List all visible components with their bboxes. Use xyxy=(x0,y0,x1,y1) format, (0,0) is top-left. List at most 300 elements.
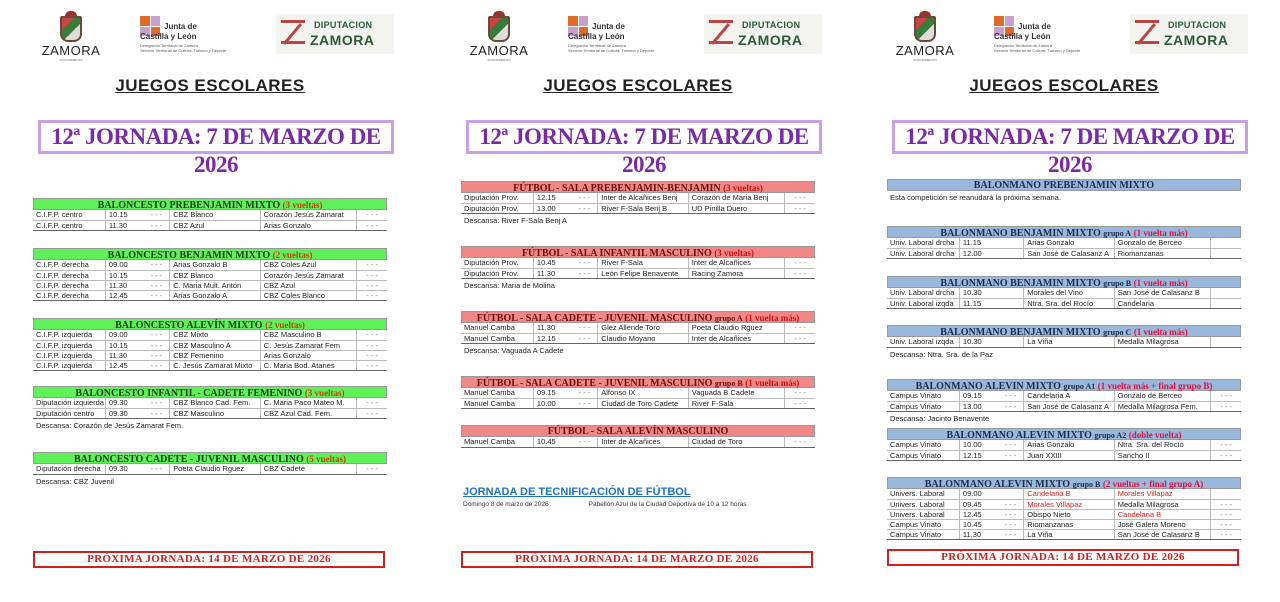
cell-time: 10.15 xyxy=(105,340,143,350)
cell-score-away: - - - xyxy=(357,340,387,350)
cell-away-team: C. Maria Paco Mateo M. xyxy=(260,398,357,408)
category-title: BALONMANO ALEVIN MIXTO xyxy=(946,430,1092,441)
logo-text: DIPUTACION xyxy=(314,20,373,30)
cell-time: 09.15 xyxy=(959,391,997,401)
match-table xyxy=(33,330,387,371)
rounds-note: (5 vueltas) xyxy=(306,454,347,464)
cell-time: 11.30 xyxy=(105,220,143,230)
cell-time: 11.30 xyxy=(105,350,143,360)
match-row xyxy=(461,193,815,203)
logo-subtext: Delegación Territorial de Zamora Servicio Territorial de Cultura, Turismo y Deporte xyxy=(568,43,655,53)
match-row xyxy=(461,203,815,213)
cell-away-team: San José de Calasanz B xyxy=(1114,529,1211,539)
match-row xyxy=(33,260,387,270)
schedule-block xyxy=(33,198,387,231)
match-row xyxy=(461,437,815,447)
cell-away-team: Ciudad de Toro xyxy=(688,437,785,447)
group-label: grupo A1 xyxy=(1063,382,1096,391)
cell-away-team: C. Jesús Zamarat Fem xyxy=(260,340,357,350)
cell-time: 12.45 xyxy=(105,290,143,300)
cell-away-team: Candelaria xyxy=(1114,298,1211,308)
logo-text: Junta de xyxy=(1018,22,1051,31)
tecnificacion-info xyxy=(463,501,813,508)
block-header xyxy=(887,428,1241,440)
tecnificacion-place: Pabellón Azul de la Ciudad Deportiva de 10 a 12 horas xyxy=(588,501,747,508)
rounds-note: (3 vueltas) xyxy=(723,183,763,193)
cell-time: 11.15 xyxy=(959,298,997,308)
cell-score-home: - - - xyxy=(144,220,170,230)
category-title: BALONMANO BENJAMIN MIXTO xyxy=(940,228,1101,239)
block-header xyxy=(887,276,1241,288)
cell-venue: C.I.F.P. derecha xyxy=(33,270,105,280)
match-table xyxy=(33,260,387,301)
cell-venue: Diputación derecha xyxy=(33,464,105,474)
schedule-block xyxy=(461,246,815,292)
match-table xyxy=(461,258,815,279)
jornada-banner: 12ª JORNADA: 7 DE MARZO DE 2026 xyxy=(38,120,394,154)
schedule-block xyxy=(887,477,1241,540)
rest-team-note: Descansa: CBZ Juvenil xyxy=(36,476,114,486)
panel-balonmano xyxy=(884,0,1244,602)
cell-away-team: Poeta Claudio Rguez xyxy=(688,323,785,333)
cell-home-team: Inter de Alcañices Benj xyxy=(598,193,689,203)
rest-team-note: Descansa: Ntra. Sra. de la Paz xyxy=(890,349,993,359)
logo-subtext: AYUNTAMIENTO xyxy=(59,58,83,62)
proxima-jornada-banner: PRÓXIMA JORNADA: 14 DE MARZO DE 2026 xyxy=(461,551,813,568)
block-header xyxy=(461,311,815,323)
match-row xyxy=(33,220,387,230)
match-row xyxy=(33,270,387,280)
logos-row xyxy=(894,14,1239,64)
cell-score-home: - - - xyxy=(998,519,1024,529)
ayuntamiento-zamora-logo xyxy=(894,14,956,64)
cell-away-team: Medalla Milagrosa xyxy=(1114,499,1211,509)
logo-text: Castilla y León xyxy=(994,32,1051,41)
group-label: grupo A xyxy=(1103,229,1132,238)
block-header xyxy=(461,376,815,388)
category-title: BALONCESTO ALEVÍN MIXTO xyxy=(115,320,263,331)
cell-time: 09.00 xyxy=(105,330,143,340)
cell-score-home: - - - xyxy=(998,499,1024,509)
rounds-note: (3 vueltas) xyxy=(304,388,345,398)
cell-home-team: Obispo Nieto xyxy=(1024,509,1115,519)
cell-venue: Diputación izquierda xyxy=(33,398,105,408)
cell-time: 10.00 xyxy=(533,398,571,408)
cell-time: 09.15 xyxy=(533,388,571,398)
match-row xyxy=(887,519,1241,529)
rounds-note: (2 vueltas) xyxy=(272,250,313,260)
category-title: BALONMANO ALEVIN MIXTO xyxy=(915,381,1061,392)
cell-score-home: - - - xyxy=(572,193,598,203)
logo-text: ZAMORA xyxy=(41,43,101,58)
match-row xyxy=(33,340,387,350)
cell-score-away: - - - xyxy=(785,388,815,398)
cell-score-home: - - - xyxy=(998,440,1024,450)
cell-score-home: - - - xyxy=(998,391,1024,401)
cell-score-away: - - - xyxy=(1211,450,1241,460)
cell-home-team: León Felipe Benavente xyxy=(598,268,689,278)
match-table xyxy=(461,388,815,409)
schedule-block xyxy=(33,248,387,301)
group-label: grupo A xyxy=(714,314,743,323)
cell-venue: Univ. Laboral drcha xyxy=(887,238,959,248)
cell-score-home: - - - xyxy=(998,509,1024,519)
match-row xyxy=(887,489,1241,499)
block-header xyxy=(461,425,815,437)
panel-futbol-sala xyxy=(458,0,818,602)
block-header xyxy=(33,318,387,330)
cell-away-team: UD Pinilla Duero xyxy=(688,203,785,213)
match-row xyxy=(33,350,387,360)
cell-score-home: - - - xyxy=(572,323,598,333)
cell-home-team: Claudio Moyano xyxy=(598,333,689,343)
logo-text: ZAMORA xyxy=(1164,32,1229,48)
cell-score-away: - - - xyxy=(357,220,387,230)
jornada-banner: 12ª JORNADA: 7 DE MARZO DE 2026 xyxy=(466,120,822,154)
cell-time: 13.00 xyxy=(959,401,997,411)
cell-time: 10.00 xyxy=(959,440,997,450)
cell-home-team: Arias Gonzalo A xyxy=(170,290,261,300)
cell-venue: Diputación Prov. xyxy=(461,268,533,278)
category-title: BALONCESTO PREBENJAMIN MIXTO xyxy=(97,200,281,211)
logo-text: DIPUTACION xyxy=(1168,20,1227,30)
rounds-note: (1 vuelta más) xyxy=(1133,327,1188,337)
cell-away-team: CBZ Azul Cad. Fem. xyxy=(260,408,357,418)
cell-score-home: - - - xyxy=(144,290,170,300)
cell-venue: Univ. Laboral izqda xyxy=(887,337,959,347)
cell-home-team: C. Jesús Zamarat Mixto xyxy=(170,360,261,370)
group-label: grupo B xyxy=(1103,279,1132,288)
logo-subtext: AYUNTAMIENTO xyxy=(913,58,937,62)
rest-team-note: Descansa: River F-Sala Benj A xyxy=(464,215,567,225)
cell-away-team: Vaguada B Cadete xyxy=(688,388,785,398)
cell-score-away: - - - xyxy=(1211,519,1241,529)
cell-away-team: José Galera Moreno xyxy=(1114,519,1211,529)
cell-time: 10.45 xyxy=(533,437,571,447)
cell-venue: C.I.F.P. centro xyxy=(33,220,105,230)
cell-home-team: River F-Sala xyxy=(598,258,689,268)
cell-score-home: - - - xyxy=(144,350,170,360)
match-row xyxy=(461,268,815,278)
cell-venue: Univers. Laboral xyxy=(887,499,959,509)
rounds-note: (1 vuelta más) xyxy=(1133,228,1188,238)
match-table xyxy=(33,210,387,231)
tecnificacion-title: JORNADA DE TECNIFICACIÓN DE FÚTBOL xyxy=(463,486,691,498)
schedule-block xyxy=(887,379,1241,425)
match-table xyxy=(461,437,815,448)
match-row xyxy=(33,210,387,220)
rounds-note: (1 vuelta más) xyxy=(745,313,800,323)
cell-home-team: Arias Gonzalo xyxy=(1024,440,1115,450)
cell-away-team: CBZ Coles Blanco xyxy=(260,290,357,300)
match-row xyxy=(887,248,1241,258)
cell-venue: Diputación Prov. xyxy=(461,203,533,213)
cell-time: 10.30 xyxy=(959,337,997,347)
cell-time: 10.30 xyxy=(959,288,997,298)
jornada-banner: 12ª JORNADA: 7 DE MARZO DE 2026 xyxy=(892,120,1248,154)
cell-home-team: Glez Allende Toro xyxy=(598,323,689,333)
match-row xyxy=(33,290,387,300)
cell-venue: Manuel Camba xyxy=(461,437,533,447)
cell-home-team: La Viña xyxy=(1024,529,1115,539)
match-table xyxy=(33,464,387,475)
block-header xyxy=(33,198,387,210)
schedule-block xyxy=(33,452,387,488)
diputacion-z-icon xyxy=(1135,20,1159,44)
cell-score-away: - - - xyxy=(357,398,387,408)
cell-score-home: - - - xyxy=(572,333,598,343)
diputacion-zamora-logo xyxy=(276,14,394,54)
cell-time: 10.45 xyxy=(959,519,997,529)
cell-away-team: Corazón Jesús Zamarat xyxy=(260,210,357,220)
match-row xyxy=(33,330,387,340)
cell-score-home: - - - xyxy=(144,408,170,418)
cell-score-away: - - - xyxy=(785,398,815,408)
cell-score-home: - - - xyxy=(998,529,1024,539)
panel-baloncesto xyxy=(30,0,390,602)
schedule-block xyxy=(461,311,815,357)
group-label: grupo C xyxy=(1103,328,1132,337)
cell-away-team: Arias Gonzalo xyxy=(260,350,357,360)
cell-home-team: Morales Villapaz xyxy=(1024,499,1115,509)
cell-time: 10.45 xyxy=(533,258,571,268)
schedule-block xyxy=(461,425,815,448)
cell-venue: Campus Viriato xyxy=(887,391,959,401)
cell-time: 12.45 xyxy=(105,360,143,370)
cell-venue: Diputación Prov. xyxy=(461,258,533,268)
cell-away-team: Morales Villapaz xyxy=(1114,489,1211,499)
schedule-block xyxy=(33,386,387,432)
cell-home-team: CBZ Masculino xyxy=(170,408,261,418)
cell-score-home xyxy=(998,489,1024,499)
match-row xyxy=(33,398,387,408)
logos-row xyxy=(468,14,813,64)
page-title: JUEGOS ESCOLARES xyxy=(115,76,305,95)
cell-score-away: - - - xyxy=(1211,440,1241,450)
cell-score-away: - - - xyxy=(785,258,815,268)
block-header xyxy=(33,248,387,260)
rounds-note: (1 vuelta más + final grupo B) xyxy=(1097,381,1213,391)
cell-home-team: CBZ Azul xyxy=(170,220,261,230)
cell-away-team: CBZ Cadete xyxy=(260,464,357,474)
cell-venue: Manuel Camba xyxy=(461,333,533,343)
cell-venue: Campus Viriato xyxy=(887,401,959,411)
cell-venue: Univers. Laboral xyxy=(887,509,959,519)
group-label: grupo B xyxy=(714,379,743,388)
cell-away-team: Corazón Jesús Zamarat xyxy=(260,270,357,280)
logo-text: ZAMORA xyxy=(310,32,375,48)
cell-venue: C.I.F.P. izquierda xyxy=(33,350,105,360)
cell-time: 09.00 xyxy=(105,260,143,270)
match-table xyxy=(887,337,1241,348)
cell-away-team: Medalla Milagrosa xyxy=(1114,337,1211,347)
match-table xyxy=(33,398,387,419)
cell-away-team: Gonzalo de Berceo xyxy=(1114,238,1211,248)
page-title: JUEGOS ESCOLARES xyxy=(969,76,1159,95)
cell-score-home xyxy=(998,248,1024,258)
cell-venue: C.I.F.P. izquierda xyxy=(33,340,105,350)
rounds-note: (1 vuelta más) xyxy=(1133,278,1188,288)
cell-venue: Campus Viriato xyxy=(887,450,959,460)
cell-time: 09.30 xyxy=(105,398,143,408)
rounds-note: (1 vuelta más) xyxy=(745,378,800,388)
cell-away-team: C. Maria Bod. Atanes xyxy=(260,360,357,370)
ayuntamiento-zamora-logo xyxy=(40,14,102,64)
cell-time: 09.30 xyxy=(105,464,143,474)
cell-venue: C.I.F.P. centro xyxy=(33,210,105,220)
cell-score-away: - - - xyxy=(785,268,815,278)
cell-venue: Campus Viriato xyxy=(887,440,959,450)
rounds-note: (3 vueltas) xyxy=(714,248,755,258)
cell-home-team: CBZ Blanco xyxy=(170,210,261,220)
cell-score-home: - - - xyxy=(572,203,598,213)
match-row xyxy=(887,337,1241,347)
block-header xyxy=(461,246,815,258)
proxima-jornada-banner: PRÓXIMA JORNADA: 14 DE MARZO DE 2026 xyxy=(33,551,385,568)
diputacion-z-icon xyxy=(709,20,733,44)
cell-home-team: Morales del Vino xyxy=(1024,288,1115,298)
cell-time: 12.15 xyxy=(959,450,997,460)
junta-castilla-leon-logo xyxy=(132,14,282,64)
cell-time: 11.30 xyxy=(533,323,571,333)
cell-score-away: - - - xyxy=(357,408,387,418)
match-table xyxy=(461,193,815,214)
cell-score-home: - - - xyxy=(144,464,170,474)
cell-score-away: - - - xyxy=(785,323,815,333)
cell-time: 12.45 xyxy=(959,509,997,519)
cell-home-team: San José de Calasanz A xyxy=(1024,248,1115,258)
cell-score-away: - - - xyxy=(785,203,815,213)
cell-home-team: CBZ Blanco Cad. Fem. xyxy=(170,398,261,408)
match-row xyxy=(887,440,1241,450)
schedule-block xyxy=(461,181,815,227)
junta-castilla-leon-logo xyxy=(560,14,710,64)
match-table xyxy=(887,440,1241,461)
cell-time: 09.00 xyxy=(959,489,997,499)
cell-score-home xyxy=(998,288,1024,298)
rounds-note: (3 vueltas) xyxy=(282,200,323,210)
block-header xyxy=(33,452,387,464)
rounds-note: (2 vueltas + final grupo A) xyxy=(1102,479,1204,489)
cell-away-team: Medalla Milagrosa Fem. xyxy=(1114,401,1211,411)
cell-home-team: Arias Gonzalo B xyxy=(170,260,261,270)
cell-home-team: Ciudad de Toro Cadete xyxy=(598,398,689,408)
schedule-block xyxy=(887,179,1241,204)
cell-venue: C.I.F.P. derecha xyxy=(33,280,105,290)
cell-score-home xyxy=(998,337,1024,347)
logo-text: Castilla y León xyxy=(140,32,197,41)
cell-score-away: - - - xyxy=(785,437,815,447)
match-row xyxy=(461,258,815,268)
cell-home-team: Ntra. Sra. del Rocío xyxy=(1024,298,1115,308)
category-title: BALONCESTO CADETE - JUVENIL MASCULINO xyxy=(73,454,304,465)
cell-score-away xyxy=(1211,288,1241,298)
schedule-block xyxy=(887,428,1241,461)
block-message: Esta competición se reanudará la próxima semana. xyxy=(890,193,1061,202)
cell-score-away xyxy=(1211,248,1241,258)
cell-score-home: - - - xyxy=(144,270,170,280)
cell-venue: C.I.F.P. izquierda xyxy=(33,360,105,370)
cell-score-home: - - - xyxy=(144,330,170,340)
cell-venue: Manuel Camba xyxy=(461,323,533,333)
cell-score-home xyxy=(998,298,1024,308)
cell-away-team: Gonzalo de Berceo xyxy=(1114,391,1211,401)
cell-venue: C.I.F.P. izquierda xyxy=(33,330,105,340)
match-row xyxy=(887,391,1241,401)
match-row xyxy=(461,333,815,343)
cell-home-team: C. Maria Mult. Antón xyxy=(170,280,261,290)
cell-home-team: Poeta Claudio Rguez xyxy=(170,464,261,474)
rounds-note: (2 vueltas) xyxy=(265,320,305,330)
cell-home-team: Candelaria B xyxy=(1024,489,1115,499)
cell-venue: Campus Viriato xyxy=(887,519,959,529)
rest-team-note: Descansa: Jacinto Benavente xyxy=(890,413,990,423)
match-row xyxy=(33,360,387,370)
block-header xyxy=(887,226,1241,238)
cell-time: 12.15 xyxy=(533,193,571,203)
cell-score-away xyxy=(1211,337,1241,347)
cell-score-home: - - - xyxy=(572,398,598,408)
zamora-shield-icon xyxy=(488,16,510,42)
cell-home-team: La Viña xyxy=(1024,337,1115,347)
tecnificacion-section xyxy=(463,486,813,508)
cell-away-team: CBZ Masculino B xyxy=(260,330,357,340)
match-table xyxy=(887,489,1241,540)
match-row xyxy=(33,408,387,418)
cell-score-home: - - - xyxy=(144,260,170,270)
logos-row xyxy=(40,14,385,64)
zamora-shield-icon xyxy=(914,16,936,42)
cell-venue: C.I.F.P. derecha xyxy=(33,290,105,300)
cell-away-team: Corazón de Maria Benj xyxy=(688,193,785,203)
cell-home-team: Juan XXIII xyxy=(1024,450,1115,460)
cell-score-away: - - - xyxy=(357,290,387,300)
tecnificacion-date: Domingo 8 de marzo de 2026 xyxy=(463,501,549,508)
rest-team-note: Descansa: Maria de Molina xyxy=(464,280,555,290)
cell-venue: Univers. Laboral xyxy=(887,489,959,499)
schedule-block xyxy=(887,325,1241,361)
cell-home-team: CBZ Blanco xyxy=(170,270,261,280)
cell-score-away: - - - xyxy=(1211,401,1241,411)
rest-team-note: Descansa: Vaguada A Cadete xyxy=(464,345,564,355)
cell-score-away: - - - xyxy=(1211,529,1241,539)
category-title: FÚTBOL - SALA ALEVÍN MASCULINO xyxy=(547,426,729,437)
match-row xyxy=(887,509,1241,519)
category-title: BALONMANO ALEVIN MIXTO xyxy=(924,479,1071,490)
match-row xyxy=(887,288,1241,298)
category-title: BALONMANO BENJAMIN MIXTO xyxy=(940,278,1101,289)
cell-score-away: - - - xyxy=(357,270,387,280)
cell-venue: Manuel Camba xyxy=(461,388,533,398)
category-title: BALONCESTO INFANTIL - CADETE FEMENINO xyxy=(75,388,303,399)
cell-score-home: - - - xyxy=(144,280,170,290)
cell-venue: Univ. Laboral izqda xyxy=(887,298,959,308)
match-row xyxy=(887,401,1241,411)
match-row xyxy=(33,464,387,474)
cell-home-team: CBZ Mixto xyxy=(170,330,261,340)
category-title: FÚTBOL - SALA CADETE - JUVENIL MASCULINO xyxy=(476,313,713,324)
logo-text: ZAMORA xyxy=(738,32,803,48)
schedule-block xyxy=(887,276,1241,309)
ayuntamiento-zamora-logo xyxy=(468,14,530,64)
match-row xyxy=(461,388,815,398)
cell-home-team: River F-Sala Benj B xyxy=(598,203,689,213)
cell-score-away: - - - xyxy=(785,193,815,203)
cell-score-home: - - - xyxy=(144,360,170,370)
cell-score-away xyxy=(1211,489,1241,499)
cell-away-team: Riomanzanas xyxy=(1114,248,1211,258)
cell-score-away: - - - xyxy=(357,360,387,370)
